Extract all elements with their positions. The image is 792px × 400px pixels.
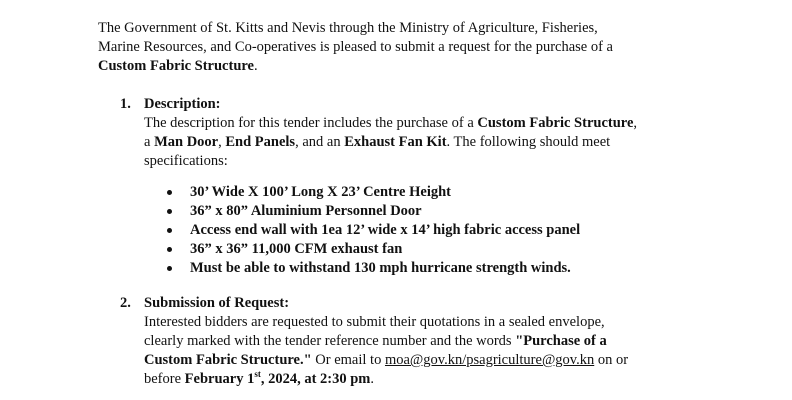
intro-paragraph <box>98 19 698 76</box>
section-number: 2. <box>120 295 131 311</box>
section-title: Description: <box>144 96 221 112</box>
intro-line: Marine Resources, and Co-operatives is pleased to submit a request for the purchase of a <box>98 39 613 55</box>
list-item: 30’ Wide X 100’ Long X 23’ Centre Height <box>190 183 700 202</box>
body-line: The description for this tender includes the purchase of a Custom Fabric Structure, <box>144 115 638 131</box>
list-item: 36” x 80” Aluminium Personnel Door <box>190 202 700 221</box>
body-line: a Man Door, End Panels, and an Exhaust Fan Kit. The following should meet <box>144 134 611 150</box>
bold-title: Custom Fabric Structure <box>98 58 254 74</box>
section-heading <box>120 294 700 313</box>
body-line: before February 1st, 2024, at 2:30 pm. <box>144 369 375 387</box>
section-body <box>144 114 700 278</box>
intro-line: The Government of St. Kitts and Nevis through the Ministry of Agriculture, Fisheries, <box>98 20 598 36</box>
list-item: Access end wall with 1ea 12’ wide x 14’ high fabric access panel <box>190 221 700 240</box>
body-line: Interested bidders are requested to submit their quotations in a sealed envelope, <box>144 314 605 330</box>
body-line: Custom Fabric Structure." Or email to moa@gov.kn/psagriculture@gov.kn on or <box>144 352 629 368</box>
deadline-date: February 1st, 2024, at 2:30 pm <box>184 369 371 387</box>
section-heading <box>120 95 700 114</box>
specification-list <box>144 183 700 278</box>
section-number: 1. <box>120 96 131 112</box>
section-title: Submission of Request: <box>144 295 290 311</box>
body-line: clearly marked with the tender reference number and the words "Purchase of a <box>144 333 607 349</box>
list-item: 36” x 36” 11,000 CFM exhaust fan <box>190 240 700 259</box>
description-section <box>120 95 700 278</box>
body-line: specifications: <box>144 153 228 169</box>
submission-section <box>120 294 700 389</box>
intro-line: Custom Fabric Structure. <box>98 58 258 74</box>
cropped-heading-fragment <box>96 0 216 4</box>
section-body <box>144 313 700 389</box>
email-link[interactable]: moa@gov.kn/psagriculture@gov.kn <box>384 352 595 368</box>
list-item: Must be able to withstand 130 mph hurricane strength winds. <box>190 259 700 278</box>
